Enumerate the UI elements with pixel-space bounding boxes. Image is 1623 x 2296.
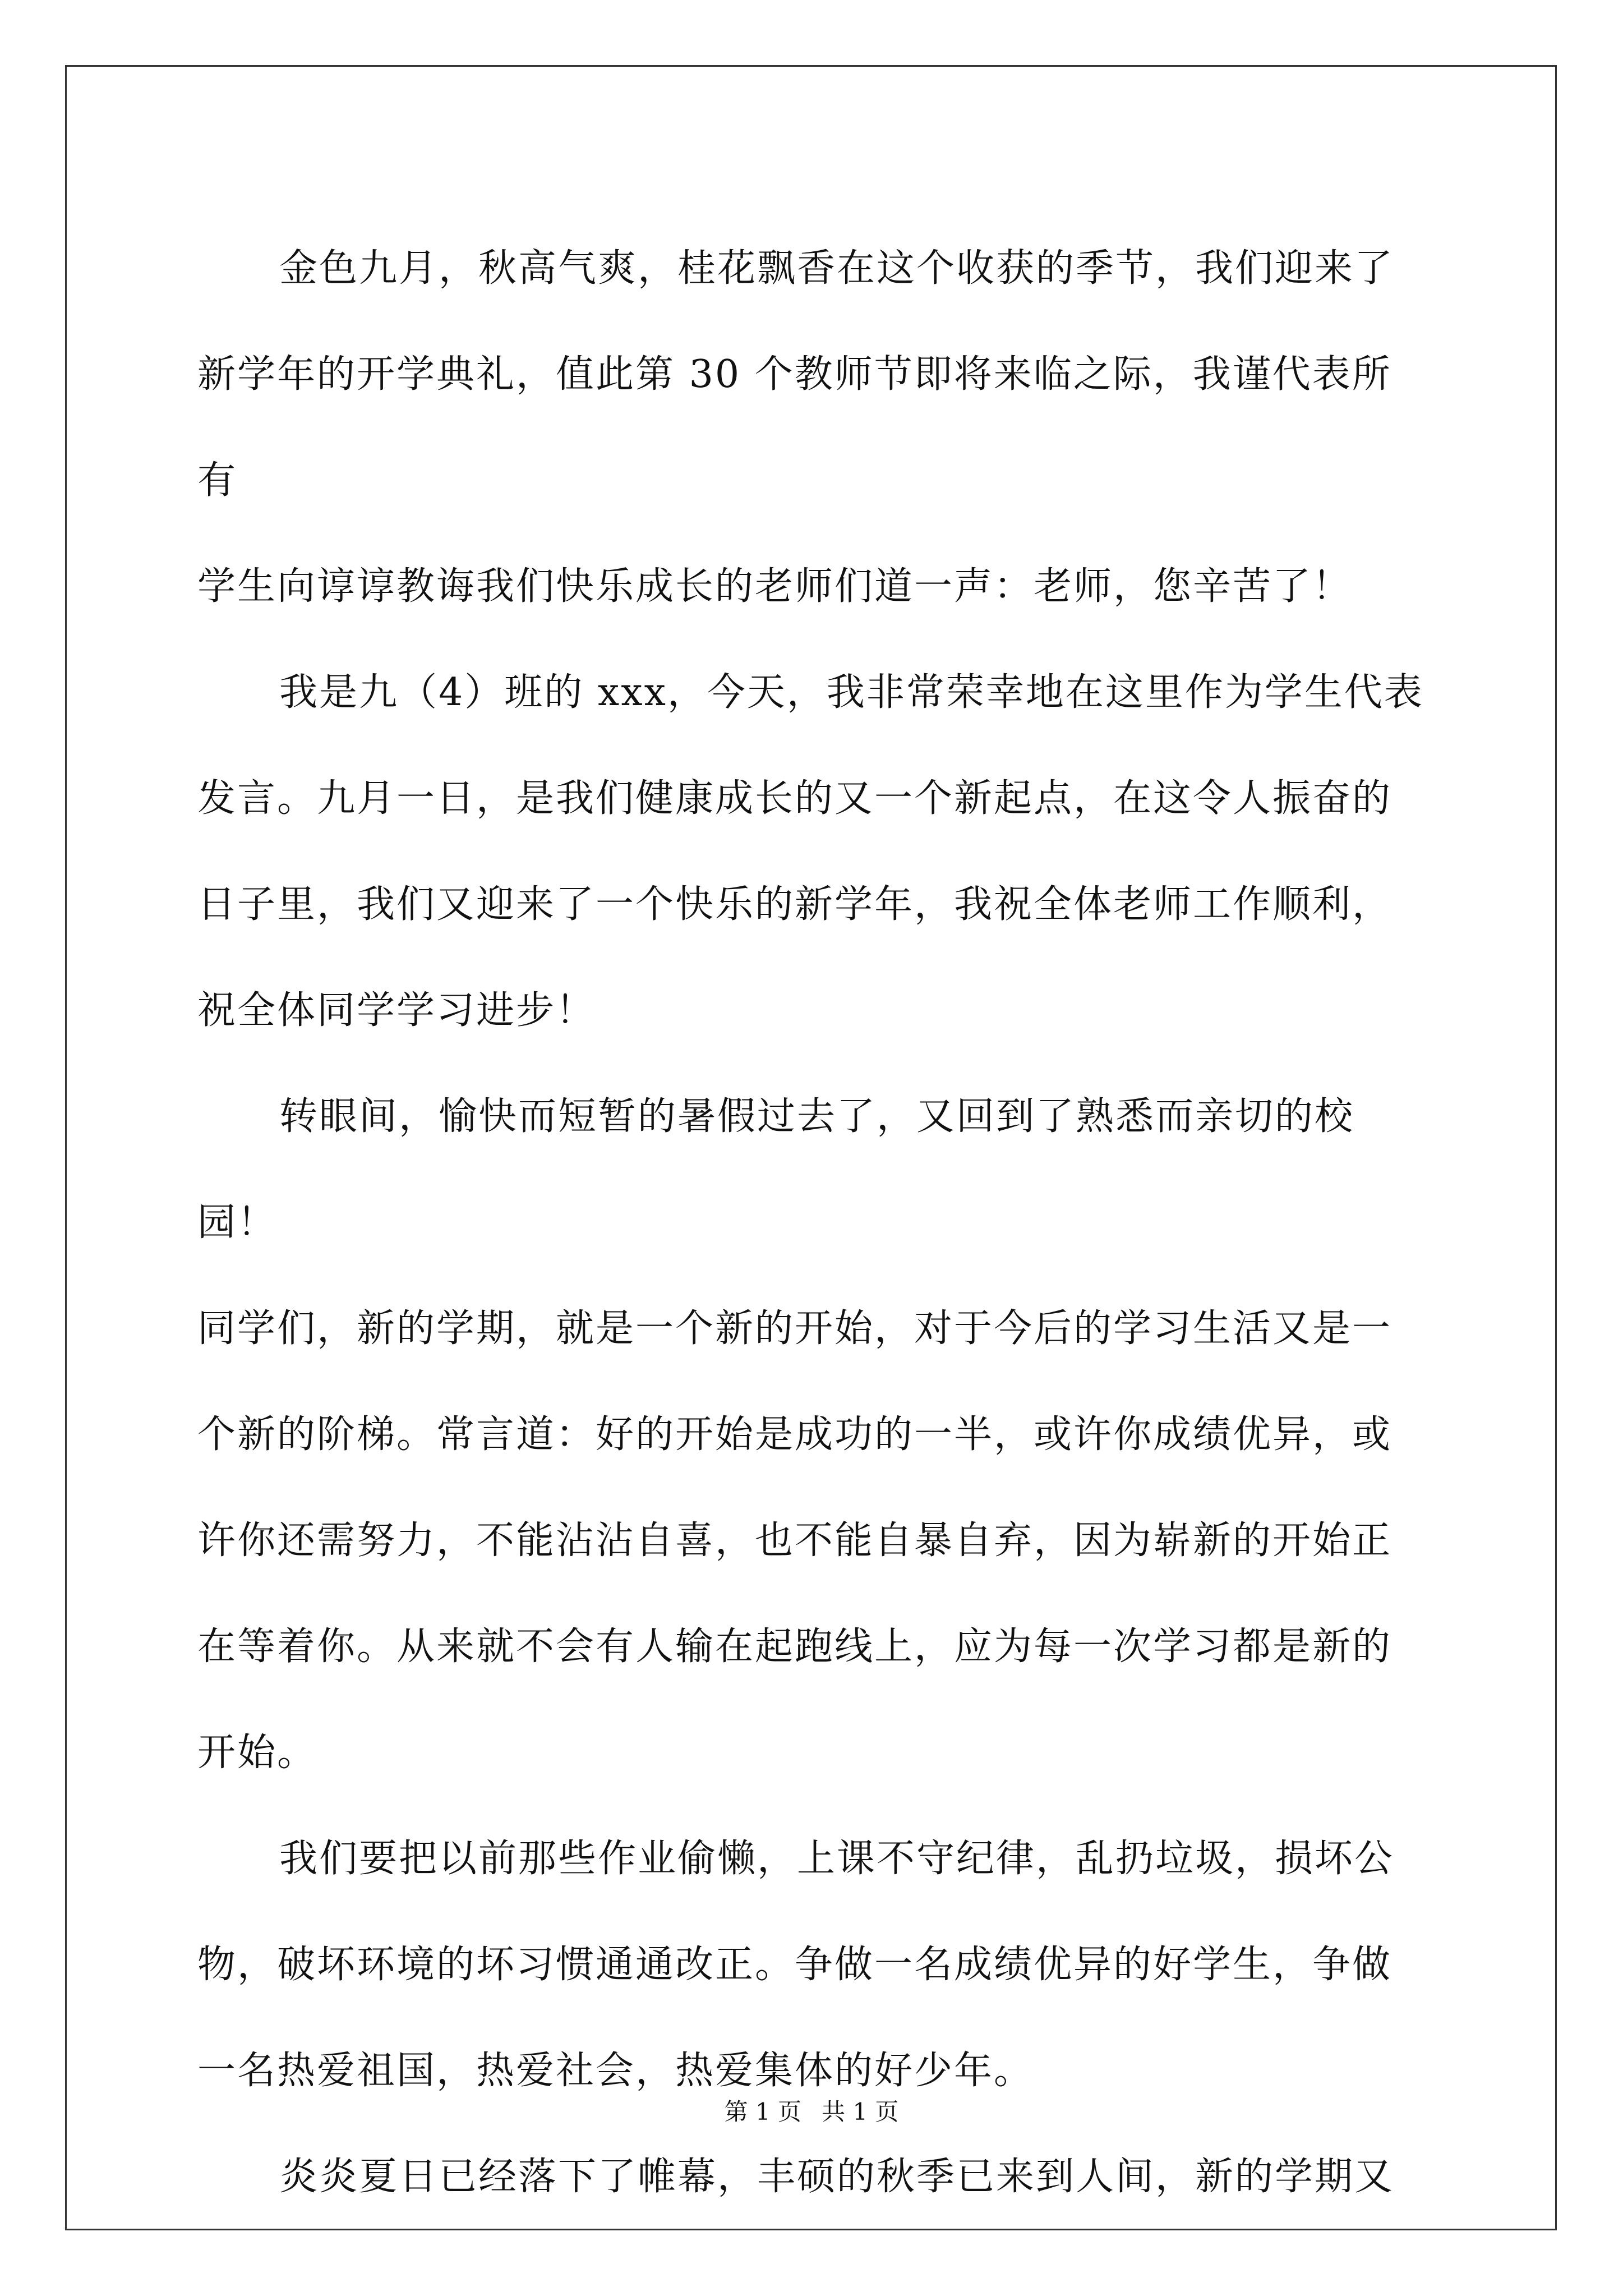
paragraph-2: 我是九（4）班的 xxx，今天，我非常荣幸地在这里作为学生代表 发言。九月一日，是我们健康成长的又一个新起点，在这令人振奋的 日子里，我们又迎来了一个快乐的新学年，我祝全体老师工作顺利， 祝全体同学学习进步！ <box>197 670 1424 1033</box>
paragraph-3: 转眼间，愉快而短暂的暑假过去了，又回到了熟悉而亲切的校园！ 同学们，新的学期，就是一个新的开始，对于今后的学习生活又是一 个新的阶梯。常言道：好的开始是成功的一半，或许你成绩优异，或 许你还需努力，不能沾沾自喜，也不能自暴自弃，因为崭新的开始正 在等着你。从来就不会有人输在起跑线上，应为每一次学习都是新的 开始。 <box>197 1094 1393 1775</box>
page-footer <box>0 2095 1623 2129</box>
page-total: 共 1 页 <box>822 2098 899 2125</box>
document-body <box>197 215 1431 2230</box>
paragraph-1: 金色九月，秋高气爽，桂花飘香在这个收获的季节，我们迎来了 新学年的开学典礼，值此第 30 个教师节即将来临之际，我谨代表所有 学生向谆谆教诲我们快乐成长的老师们道一声：老师，您辛苦了！ <box>197 246 1395 609</box>
paragraph-4: 我们要把以前那些作业偷懒，上课不守纪律，乱扔垃圾，损坏公 物，破坏环境的坏习惯通通改正。争做一名成绩优异的好学生，争做 一名热爱祖国，热爱社会，热爱集体的好少年。 <box>197 1837 1395 2093</box>
paragraph-5: 炎炎夏日已经落下了帷幕，丰硕的秋季已来到人间，新的学期又 <box>279 2155 1395 2199</box>
page-number: 第 1 页 <box>724 2098 801 2125</box>
